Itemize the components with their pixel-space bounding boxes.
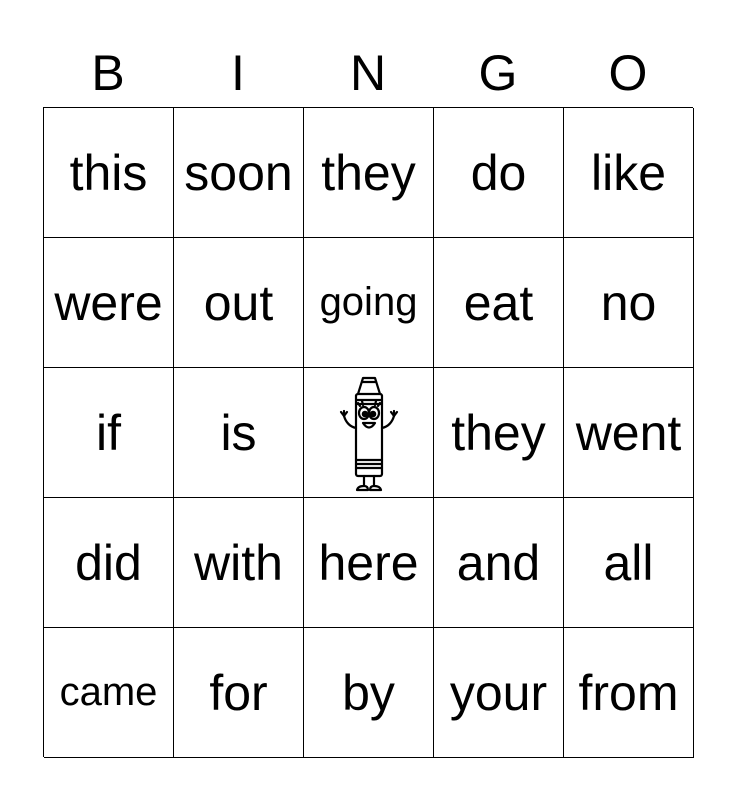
bingo-cell[interactable]: for <box>174 628 304 758</box>
bingo-cell[interactable]: do <box>434 108 564 238</box>
bingo-cell[interactable]: by <box>304 628 434 758</box>
bingo-cell[interactable]: were <box>44 238 174 368</box>
bingo-cell[interactable]: here <box>304 498 434 628</box>
bingo-cell[interactable]: and <box>434 498 564 628</box>
crayon-mascot-icon <box>336 370 402 496</box>
header-letter-i: I <box>231 45 245 101</box>
bingo-cell[interactable]: did <box>44 498 174 628</box>
bingo-cell[interactable]: no <box>564 238 694 368</box>
bingo-cell[interactable]: eat <box>434 238 564 368</box>
bingo-cell[interactable]: they <box>304 108 434 238</box>
bingo-header <box>43 40 693 106</box>
bingo-cell[interactable]: with <box>174 498 304 628</box>
bingo-cell[interactable]: they <box>434 368 564 498</box>
bingo-card-grid <box>43 107 693 757</box>
bingo-cell[interactable]: all <box>564 498 694 628</box>
free-space-cell[interactable] <box>304 368 434 498</box>
bingo-cell[interactable]: this <box>44 108 174 238</box>
header-letter-o: O <box>608 45 648 101</box>
header-letter-g: G <box>478 45 518 101</box>
bingo-cell[interactable]: going <box>304 238 434 368</box>
bingo-cell[interactable]: from <box>564 628 694 758</box>
bingo-cell[interactable]: went <box>564 368 694 498</box>
bingo-cell[interactable]: your <box>434 628 564 758</box>
bingo-cell[interactable]: is <box>174 368 304 498</box>
bingo-cell[interactable]: if <box>44 368 174 498</box>
header-letter-n: N <box>349 45 387 101</box>
bingo-cell[interactable]: out <box>174 238 304 368</box>
header-letter-b: B <box>91 45 125 101</box>
bingo-cell[interactable]: soon <box>174 108 304 238</box>
bingo-cell[interactable]: came <box>44 628 174 758</box>
bingo-cell[interactable]: like <box>564 108 694 238</box>
